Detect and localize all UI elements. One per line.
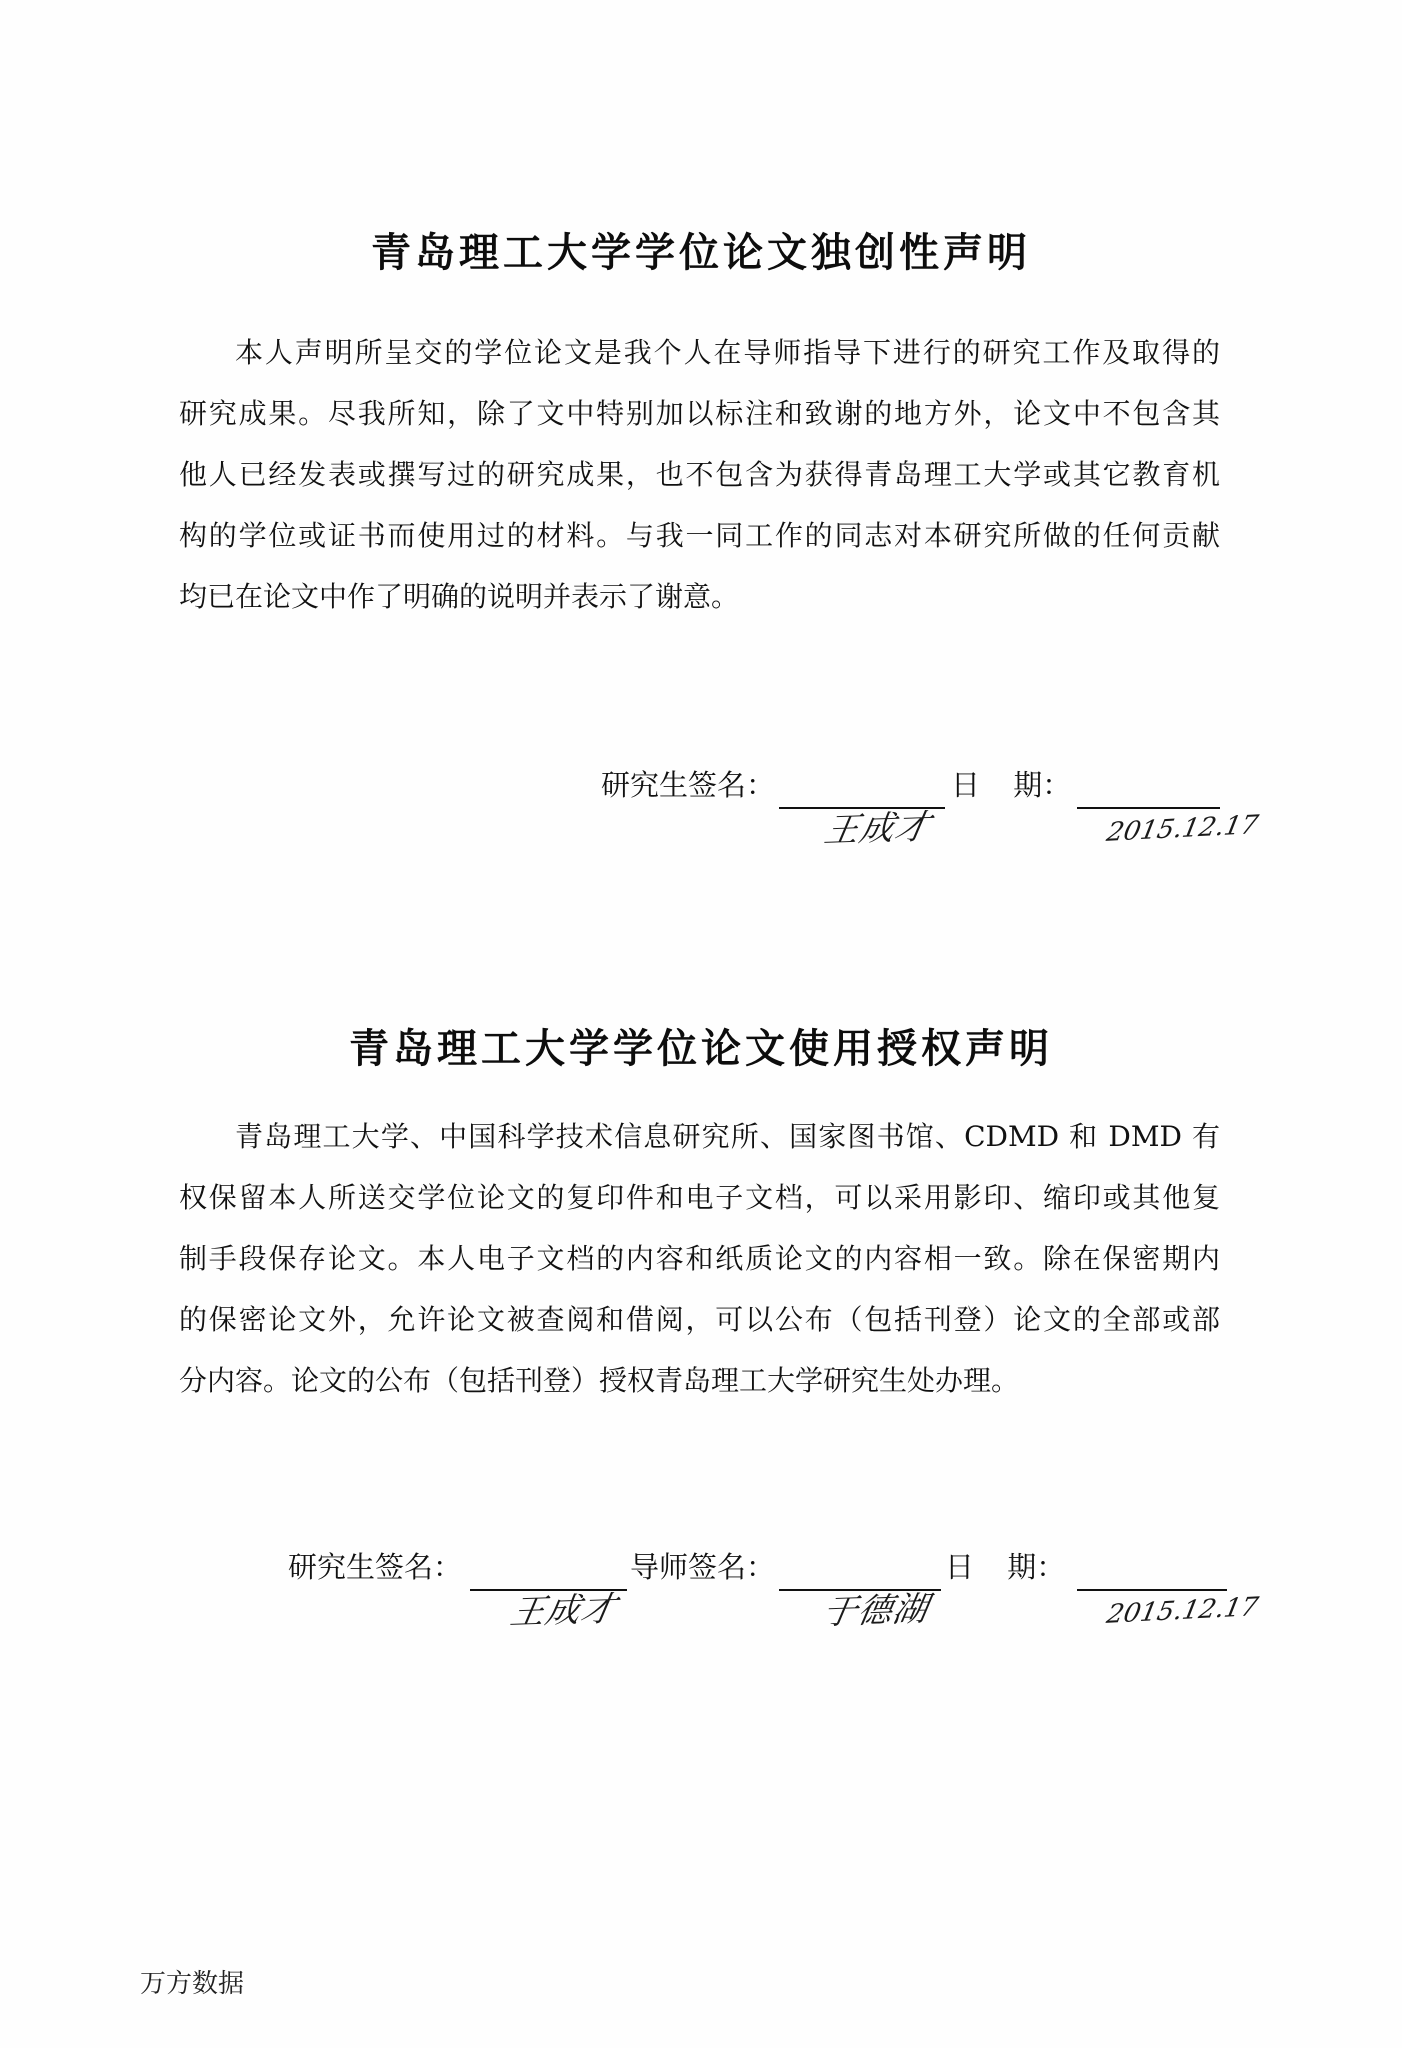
advisor-handwritten-signature: 于德湖	[818, 1589, 932, 1633]
paragraph-line: 研究成果。尽我所知，除了文中特别加以标注和致谢的地方外，论文中不包含其	[179, 397, 1220, 430]
date-field	[1077, 763, 1261, 848]
advisor-signature-field	[779, 1545, 941, 1633]
paragraph-line: 权保留本人所送交学位论文的复印件和电子文档，可以采用影印、缩印或其他复	[179, 1181, 1220, 1214]
paragraph-line: 构的学位或证书而使用过的材料。与我一同工作的同志对本研究所做的任何贡献	[179, 519, 1220, 552]
handwritten-date: 2015.12.17	[1103, 1592, 1261, 1630]
paragraph-line: 均已在论文中作了明确的说明并表示了谢意。	[179, 580, 740, 613]
authorization-declaration-title: 青岛理工大学学位论文使用授权声明	[349, 1026, 1053, 1072]
paragraph-line: 他人已经发表或撰写过的研究成果，也不包含为获得青岛理工大学或其它教育机	[179, 458, 1220, 491]
student-signature-field	[470, 1545, 627, 1633]
originality-declaration-body	[179, 322, 1220, 627]
paragraph-line: 分内容。论文的公布（包括刊登）授权青岛理工大学研究生处办理。	[179, 1364, 1020, 1397]
paragraph-line: 青岛理工大学、中国科学技术信息研究所、国家图书馆、CDMD 和 DMD 有	[235, 1120, 1220, 1153]
student-handwritten-signature: 王成才	[507, 1589, 621, 1633]
paragraph-line: 本人声明所呈交的学位论文是我个人在导师指导下进行的研究工作及取得的	[235, 336, 1220, 369]
student-handwritten-signature: 王成才	[820, 807, 934, 851]
signature-row-2	[0, 1545, 1402, 1633]
student-signature-label: 研究生签名：	[601, 768, 776, 802]
date-field	[1077, 1545, 1261, 1630]
handwritten-date: 2015.12.17	[1103, 810, 1261, 848]
date-label: 日 期：	[951, 768, 1072, 802]
student-signature-field	[779, 763, 945, 851]
originality-declaration-title: 青岛理工大学学位论文独创性声明	[371, 230, 1031, 276]
paragraph-line: 的保密论文外，允许论文被查阅和借阅，可以公布（包括刊登）论文的全部或部	[179, 1303, 1220, 1336]
date-label: 日 期：	[945, 1550, 1066, 1584]
authorization-declaration-body	[179, 1106, 1220, 1411]
signature-row-1	[0, 763, 1402, 851]
paragraph-line: 制手段保存论文。本人电子文档的内容和纸质论文的内容相一致。除在保密期内	[179, 1242, 1220, 1275]
advisor-signature-label: 导师签名：	[630, 1550, 776, 1584]
student-signature-label: 研究生签名：	[288, 1550, 463, 1584]
wanfang-watermark: 万方数据	[140, 1969, 245, 1999]
